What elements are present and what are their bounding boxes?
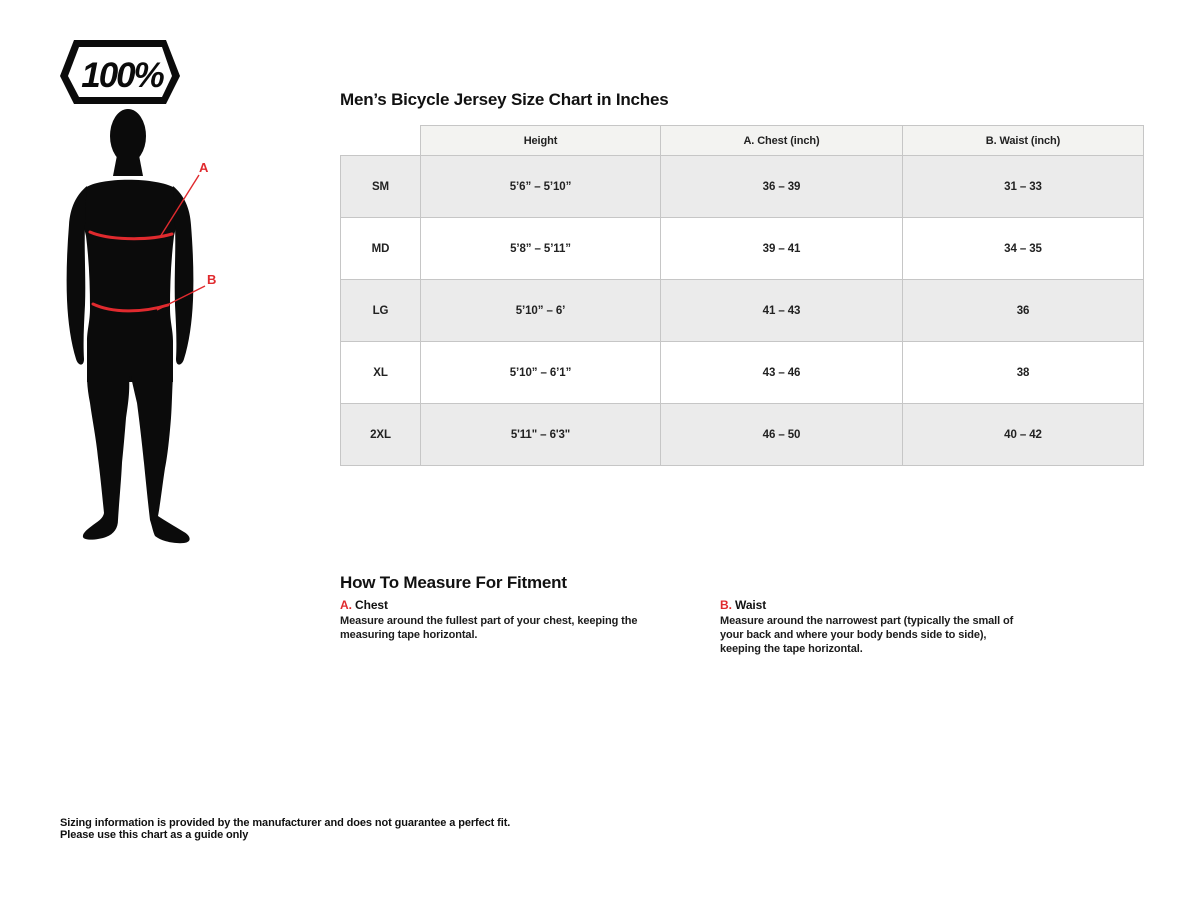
waist-cell: 38 <box>903 342 1144 404</box>
column-header-height: Height <box>421 126 661 156</box>
disclaimer-line-2: Please use this chart as a guide only <box>60 829 249 841</box>
chest-cell: 46 – 50 <box>661 404 903 466</box>
how-to-measure-title: How To Measure For Fitment <box>340 573 567 592</box>
size-cell: XL <box>341 342 421 404</box>
column-header-blank <box>341 126 421 156</box>
waist-cell: 36 <box>903 280 1144 342</box>
height-cell: 5’8” – 5’11” <box>421 218 661 280</box>
measure-item-waist <box>720 598 1030 656</box>
measure-item-chest-description: Measure around the fullest part of your chest, keeping the measuring tape horizontal. <box>340 615 638 641</box>
size-chart-table <box>340 125 1144 466</box>
measure-item-waist-name: Waist <box>735 598 767 612</box>
table-row-2xl <box>341 404 1144 466</box>
measure-item-waist-heading <box>720 598 1030 612</box>
waist-cell: 40 – 42 <box>903 404 1144 466</box>
size-cell: LG <box>341 280 421 342</box>
body-silhouette-figure <box>60 108 220 548</box>
chest-cell: 43 – 46 <box>661 342 903 404</box>
size-chart-title: Men’s Bicycle Jersey Size Chart in Inches <box>340 90 669 109</box>
size-cell: 2XL <box>341 404 421 466</box>
measure-item-chest-name: Chest <box>355 598 388 612</box>
chest-label-a: A <box>199 160 209 175</box>
logo-text: 100% <box>81 56 163 95</box>
waist-cell: 34 – 35 <box>903 218 1144 280</box>
chest-cell: 36 – 39 <box>661 156 903 218</box>
table-row-lg <box>341 280 1144 342</box>
height-cell: 5’10” – 6’ <box>421 280 661 342</box>
measure-item-chest-prefix: A. <box>340 598 352 612</box>
disclaimer-line-1: Sizing information is provided by the manufacturer and does not guarantee a perfect fit. <box>60 817 511 829</box>
table-row-xl <box>341 342 1144 404</box>
body-silhouette <box>67 109 194 543</box>
table-row-md <box>341 218 1144 280</box>
height-cell: 5’6” – 5’10” <box>421 156 661 218</box>
measure-item-chest <box>340 598 675 642</box>
waist-cell: 31 – 33 <box>903 156 1144 218</box>
height-cell: 5’10” – 6’1” <box>421 342 661 404</box>
chest-cell: 41 – 43 <box>661 280 903 342</box>
column-header-chest: A. Chest (inch) <box>661 126 903 156</box>
height-cell: 5'11" – 6'3" <box>421 404 661 466</box>
column-header-waist: B. Waist (inch) <box>903 126 1144 156</box>
measure-item-chest-heading <box>340 598 675 612</box>
table-row-sm <box>341 156 1144 218</box>
size-cell: SM <box>341 156 421 218</box>
table-header-row <box>341 126 1144 156</box>
measure-item-waist-prefix: B. <box>720 598 732 612</box>
size-cell: MD <box>341 218 421 280</box>
sizing-disclaimer <box>60 817 510 841</box>
chest-cell: 39 – 41 <box>661 218 903 280</box>
brand-logo-icon <box>60 40 180 104</box>
measure-item-waist-description: Measure around the narrowest part (typically the small of your back and where your body bends side to side), keeping the tape horizontal. <box>720 615 1014 655</box>
waist-label-b: B <box>207 272 217 287</box>
